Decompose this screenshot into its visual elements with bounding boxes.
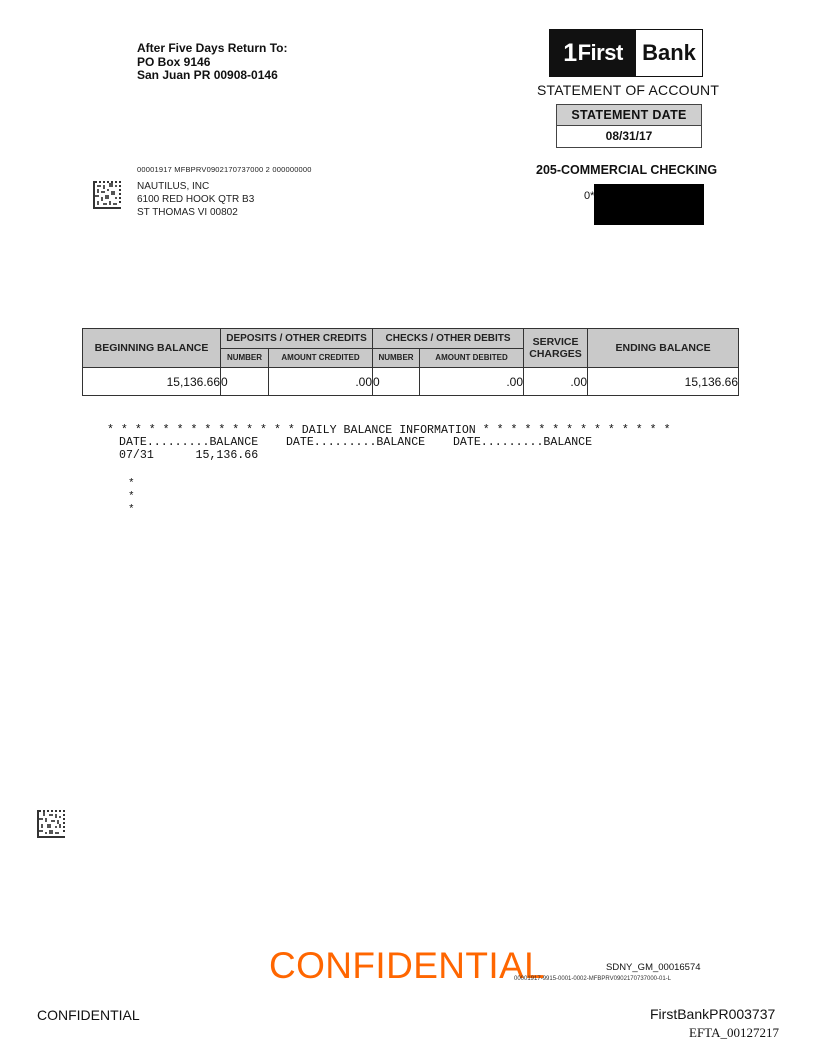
return-address-line-1: After Five Days Return To: xyxy=(137,41,288,55)
customer-address xyxy=(137,180,254,219)
daily-balance-amount: 15,136.66 xyxy=(195,449,259,462)
micr-line: 00001917 MFBPRV0902170737000 2 000000000 xyxy=(137,165,312,174)
bank-logo xyxy=(549,29,703,77)
customer-address-line-2: ST THOMAS VI 00802 xyxy=(137,207,238,218)
value-amount-credited: .00 xyxy=(269,368,373,396)
redaction-box xyxy=(594,184,704,225)
datamatrix-barcode-icon xyxy=(93,181,121,209)
bank-logo-number: 1 xyxy=(563,38,577,67)
confidential-stamp: CONFIDENTIAL xyxy=(269,945,546,986)
footer-micro-line: 00001917-9915-0001-0002-MFBPRV0902170737000-01-L xyxy=(514,976,672,982)
statement-date-box xyxy=(556,104,702,148)
value-deposits-number: 0 xyxy=(221,368,269,396)
value-service-charges: .00 xyxy=(524,368,588,396)
customer-name: NAUTILUS, INC xyxy=(137,181,210,192)
return-address-line-3: San Juan PR 00908-0146 xyxy=(137,68,278,82)
header-ending-balance: ENDING BALANCE xyxy=(588,329,739,368)
header-checks-number: NUMBER xyxy=(373,348,420,368)
bates-number: FirstBankPR003737 xyxy=(650,1006,776,1022)
statement-date-value: 08/31/17 xyxy=(605,129,653,143)
header-service-charges: SERVICE CHARGES xyxy=(524,329,588,368)
datamatrix-barcode-icon xyxy=(37,810,65,838)
return-address-line-2: PO Box 9146 xyxy=(137,54,211,69)
header-deposits-number: NUMBER xyxy=(221,348,269,368)
summary-values-row xyxy=(83,368,739,396)
confidential-label: CONFIDENTIAL xyxy=(37,1007,140,1023)
daily-balance-header: * * * * * * * * * * * * * * DAILY BALANCE INFORMATION * * * * * * * * * * * * * * xyxy=(107,424,671,437)
daily-balance-row xyxy=(119,450,258,462)
value-ending-balance: 15,136.66 xyxy=(588,368,739,396)
bank-logo-dark-panel xyxy=(550,30,636,76)
header-amount-credited: AMOUNT CREDITED xyxy=(269,348,373,368)
header-amount-debited: AMOUNT DEBITED xyxy=(420,348,524,368)
value-checks-number: 0 xyxy=(373,368,420,396)
value-amount-debited: .00 xyxy=(420,368,524,396)
daily-balance-star: * xyxy=(128,491,135,503)
daily-balance-date: 07/31 xyxy=(119,449,154,462)
daily-balance-star: * xyxy=(128,478,135,490)
sdny-id: SDNY_GM_00016574 xyxy=(606,962,701,973)
bank-logo-first: First xyxy=(577,40,623,65)
customer-address-line-1: 6100 RED HOOK QTR B3 xyxy=(137,194,255,205)
efta-number: EFTA_00127217 xyxy=(689,1025,779,1040)
summary-header-row xyxy=(83,329,739,349)
account-number-prefix: 0* xyxy=(584,190,595,202)
return-address xyxy=(137,42,287,83)
value-beginning-balance: 15,136.66 xyxy=(83,368,221,396)
header-checks-group: CHECKS / OTHER DEBITS xyxy=(373,329,524,349)
account-summary-table xyxy=(82,328,739,396)
daily-balance-columns: DATE.........BALANCE DATE.........BALANCE DATE.........BALANCE xyxy=(119,436,593,449)
daily-balance-star: * xyxy=(128,504,135,516)
account-type: 205-COMMERCIAL CHECKING xyxy=(536,163,718,177)
statement-title: STATEMENT OF ACCOUNT xyxy=(537,82,720,98)
header-beginning-balance: BEGINNING BALANCE xyxy=(83,329,221,368)
bank-logo-bank: Bank xyxy=(642,40,696,65)
statement-date-label: STATEMENT DATE xyxy=(557,105,701,126)
header-deposits-group: DEPOSITS / OTHER CREDITS xyxy=(221,329,373,349)
